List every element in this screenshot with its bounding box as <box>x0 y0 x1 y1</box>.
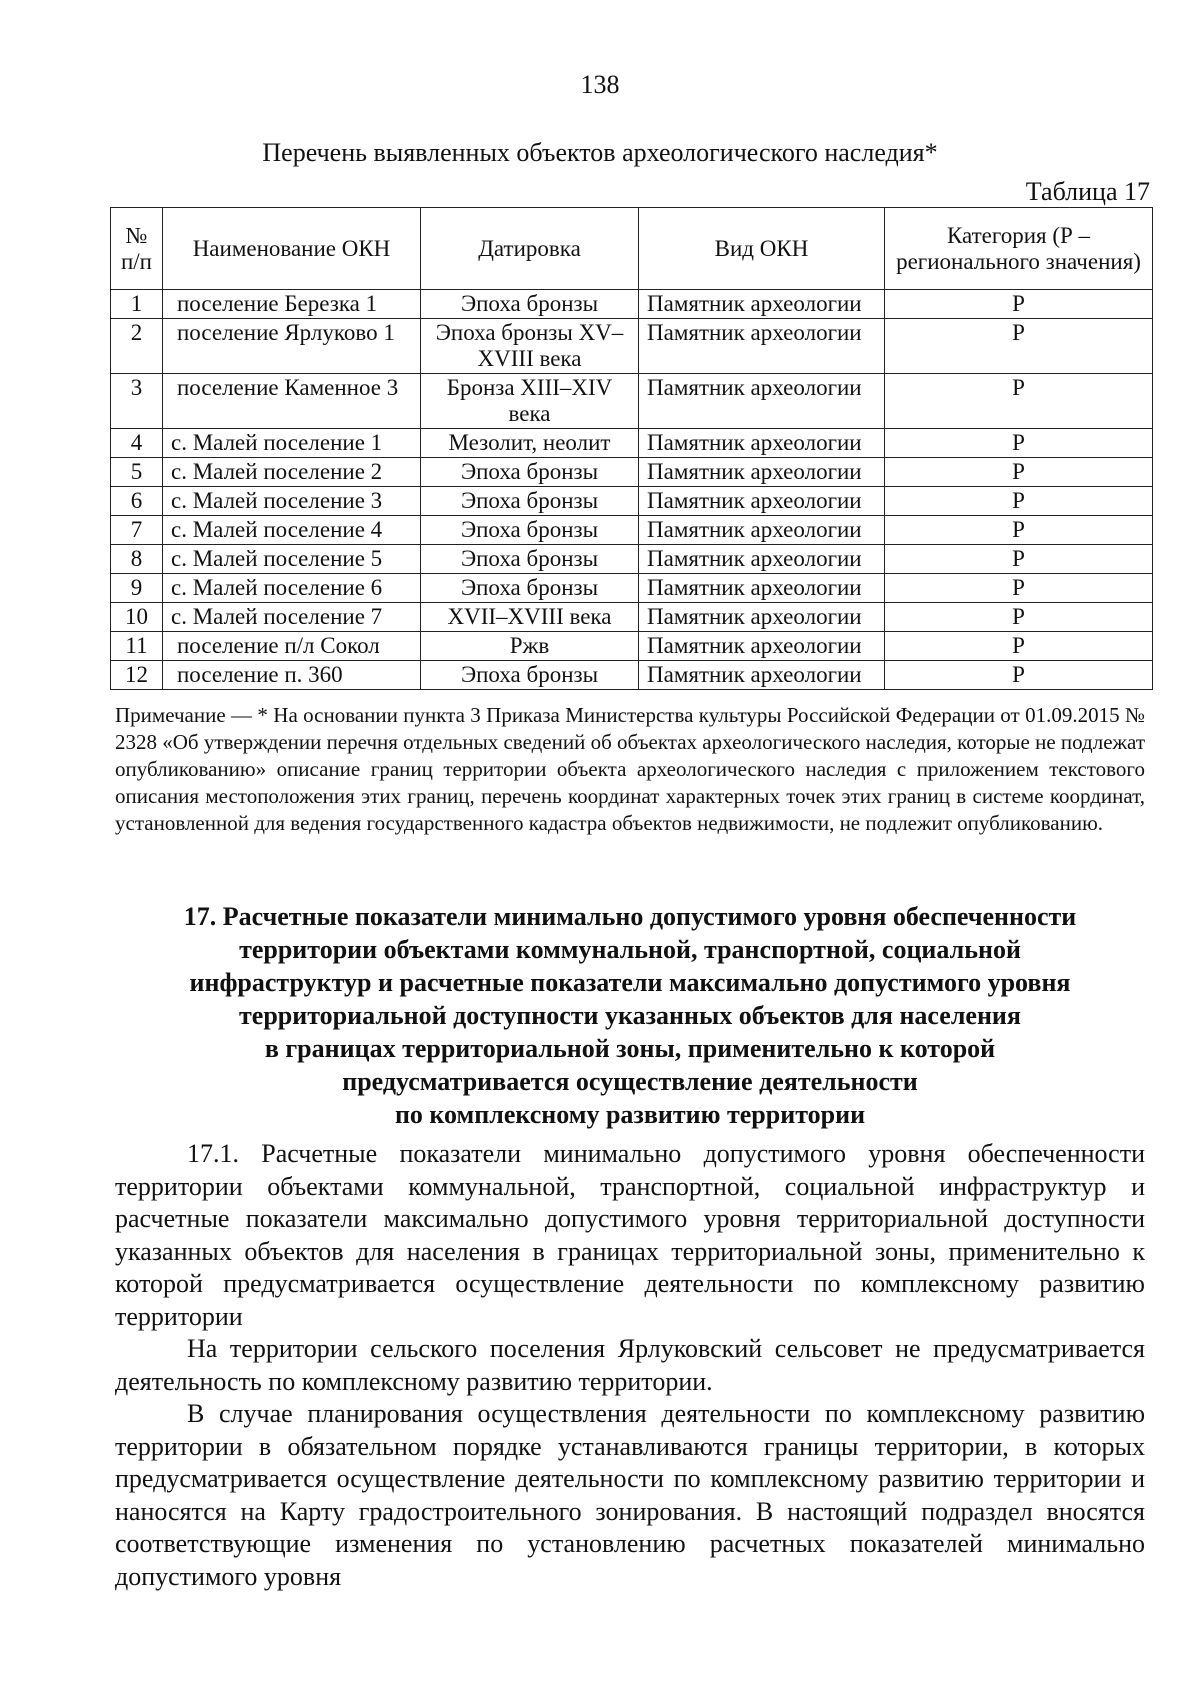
cell-type: Памятник археологии <box>639 574 885 603</box>
cell-num: 11 <box>111 632 163 661</box>
table-row <box>111 545 1153 574</box>
cell-num: 2 <box>111 319 163 374</box>
table-row <box>111 319 1153 374</box>
cell-name: с. Малей поселение 4 <box>163 516 421 545</box>
table-label: Таблица 17 <box>1025 177 1150 206</box>
cell-dating: Эпоха бронзы <box>421 574 639 603</box>
cell-dating: Эпоха бронзы <box>421 516 639 545</box>
cell-category: Р <box>885 516 1153 545</box>
cell-num: 4 <box>111 429 163 458</box>
cell-dating: Эпоха бронзы <box>421 545 639 574</box>
cell-dating: XVII–XVIII века <box>421 603 639 632</box>
cell-type: Памятник археологии <box>639 374 885 429</box>
cell-type: Памятник археологии <box>639 290 885 319</box>
cell-dating: Эпоха бронзы <box>421 487 639 516</box>
header-name: Наименование ОКН <box>163 208 421 290</box>
cell-dating: Эпоха бронзы <box>421 458 639 487</box>
cell-category: Р <box>885 632 1153 661</box>
paragraph: В случае планирования осуществления деятельности по комплексному развитию территории в обязательном порядке устанавливаются границы территории, в которых предусматривается осуществление деятельности по комплексному развитию территории и наносятся на Карту градостроительного зонирования. В настоящий подраздел вносятся соответствующие изменения по установлению расчетных показателей минимально допустимого уровня <box>115 1399 1145 1591</box>
table-row <box>111 487 1153 516</box>
cell-type: Памятник археологии <box>639 429 885 458</box>
page-number: 138 <box>580 70 620 99</box>
cell-category: Р <box>885 603 1153 632</box>
table-row <box>111 458 1153 487</box>
heading-line: территориальной доступности указанных объектов для населения <box>239 1001 1021 1030</box>
cell-num: 10 <box>111 603 163 632</box>
cell-num: 3 <box>111 374 163 429</box>
cell-type: Памятник археологии <box>639 487 885 516</box>
cell-type: Памятник археологии <box>639 516 885 545</box>
header-type: Вид ОКН <box>639 208 885 290</box>
cell-name: с. Малей поселение 6 <box>163 574 421 603</box>
cell-type: Памятник археологии <box>639 319 885 374</box>
cell-category: Р <box>885 290 1153 319</box>
cell-num: 12 <box>111 661 163 690</box>
table-row <box>111 574 1153 603</box>
cell-type: Памятник археологии <box>639 545 885 574</box>
table-row <box>111 661 1153 690</box>
paragraph: 17.1. Расчетные показатели минимально допустимого уровня обеспеченности территории объектами коммунальной, транспортной, социальной инфраструктур и расчетные показатели максимально допустимого уровня территориальной доступности указанных объектов для населения в границах территориальной зоны, применительно к которой предусматривается осуществление деятельности по комплексному развитию территории <box>115 1139 1145 1331</box>
table-row <box>111 429 1153 458</box>
cell-dating: Мезолит, неолит <box>421 429 639 458</box>
header-category: Категория (Р – регионального значения) <box>885 208 1153 290</box>
heading-line: территории объектами коммунальной, транспортной, социальной <box>239 935 1021 964</box>
table-row <box>111 290 1153 319</box>
cell-type: Памятник археологии <box>639 603 885 632</box>
cell-name: поселение Каменное 3 <box>163 374 421 429</box>
cell-category: Р <box>885 545 1153 574</box>
cell-num: 1 <box>111 290 163 319</box>
cell-name: с. Малей поселение 3 <box>163 487 421 516</box>
table-row <box>111 374 1153 429</box>
cell-dating: Эпоха бронзы <box>421 290 639 319</box>
cell-name: поселение п. 360 <box>163 661 421 690</box>
cell-type: Памятник археологии <box>639 458 885 487</box>
cell-type: Памятник археологии <box>639 632 885 661</box>
section-heading <box>120 900 1140 1131</box>
cell-dating: Ржв <box>421 632 639 661</box>
cell-category: Р <box>885 574 1153 603</box>
cell-category: Р <box>885 661 1153 690</box>
cell-category: Р <box>885 487 1153 516</box>
cell-num: 5 <box>111 458 163 487</box>
cell-type: Памятник археологии <box>639 661 885 690</box>
table-row <box>111 632 1153 661</box>
heritage-objects-table <box>110 207 1153 690</box>
heading-line: 17. Расчетные показатели минимально допустимого уровня обеспеченности <box>183 902 1077 931</box>
table-header-row <box>111 208 1153 290</box>
heading-line: предусматривается осуществление деятельности <box>342 1067 918 1096</box>
cell-name: поселение п/л Сокол <box>163 632 421 661</box>
table-note: Примечание — * На основании пункта 3 Приказа Министерства культуры Российской Федерации от 01.09.2015 № 2328 «Об утверждении перечня отдельных сведений об объектах археологического наследия, которые не подлежат опубликованию» описание границ территории объекта археологического наследия с приложением текстового описания местоположения этих границ, перечень координат характерных точек этих границ в системе координат, установленной для ведения государственного кадастра объектов недвижимости, не подлежит опубликованию. <box>115 703 1145 835</box>
cell-category: Р <box>885 429 1153 458</box>
header-dating: Датировка <box>421 208 639 290</box>
table-row <box>111 603 1153 632</box>
cell-num: 9 <box>111 574 163 603</box>
cell-num: 6 <box>111 487 163 516</box>
heading-line: инфраструктур и расчетные показатели максимально допустимого уровня <box>189 968 1071 997</box>
cell-name: поселение Березка 1 <box>163 290 421 319</box>
cell-category: Р <box>885 319 1153 374</box>
cell-name: с. Малей поселение 7 <box>163 603 421 632</box>
table-title: Перечень выявленных объектов археологического наследия* <box>262 138 938 167</box>
cell-name: с. Малей поселение 5 <box>163 545 421 574</box>
section-body <box>115 1138 1145 1593</box>
cell-num: 7 <box>111 516 163 545</box>
cell-category: Р <box>885 374 1153 429</box>
heading-line: по комплексному развитию территории <box>394 1100 866 1129</box>
cell-name: с. Малей поселение 1 <box>163 429 421 458</box>
cell-dating: Эпоха бронзы XV–XVIII века <box>421 319 639 374</box>
cell-num: 8 <box>111 545 163 574</box>
table-row <box>111 516 1153 545</box>
cell-dating: Эпоха бронзы <box>421 661 639 690</box>
cell-category: Р <box>885 458 1153 487</box>
paragraph: На территории сельского поселения Ярлуковский сельсовет не предусматривается деятельность по комплексному развитию территории. <box>115 1334 1145 1396</box>
header-num: № п/п <box>111 208 163 290</box>
cell-name: поселение Ярлуково 1 <box>163 319 421 374</box>
heading-line: в границах территориальной зоны, применительно к которой <box>264 1034 996 1063</box>
cell-dating: Бронза XIII–XIV века <box>421 374 639 429</box>
cell-name: с. Малей поселение 2 <box>163 458 421 487</box>
